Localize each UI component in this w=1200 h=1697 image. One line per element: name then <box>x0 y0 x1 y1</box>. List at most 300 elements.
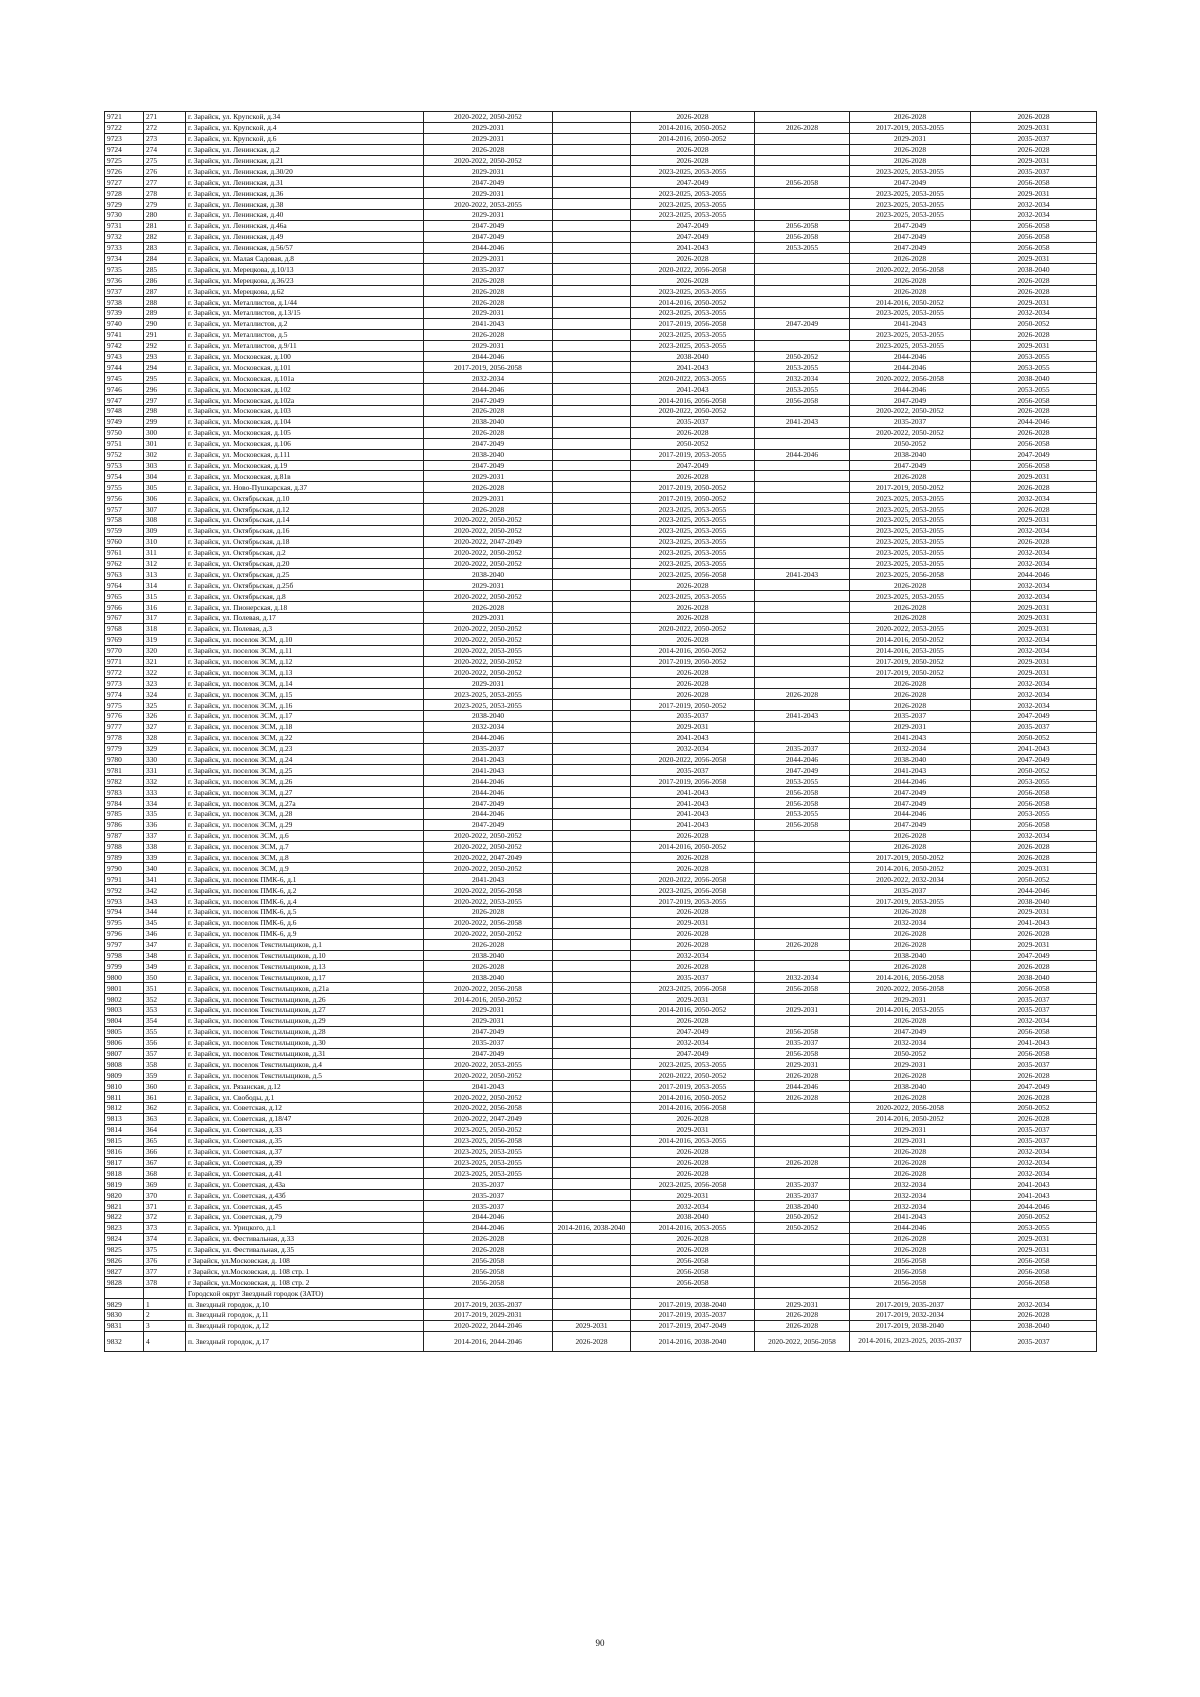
address-cell: г. Зарайск, ул. Октябрьская, д.2 <box>186 547 424 558</box>
period-cell-1: 2020-2022, 2050-2052 <box>424 591 553 602</box>
period-cell-1: 2026-2028 <box>424 329 553 340</box>
period-cell-2 <box>553 482 631 493</box>
period-cell-2 <box>553 939 631 950</box>
period-cell-1: 2044-2046 <box>424 242 553 253</box>
period-cell-5: 2023-2025, 2053-2055 <box>850 525 971 536</box>
table-row <box>105 874 1097 885</box>
table-row <box>105 1309 1097 1320</box>
address-cell: г. Зарайск, ул. Октябрьская, д.18 <box>186 536 424 547</box>
row-number-cell: 9820 <box>105 1190 144 1201</box>
local-number-cell: 308 <box>144 514 186 525</box>
table-row <box>105 1331 1097 1351</box>
table-row <box>105 253 1097 264</box>
period-cell-6: 2056-2058 <box>971 798 1097 809</box>
table-row <box>105 1146 1097 1157</box>
period-cell-1: 2026-2028 <box>424 504 553 515</box>
period-cell-3 <box>631 1288 755 1299</box>
period-cell-6: 2035-2037 <box>971 1124 1097 1135</box>
address-cell: г. Зарайск, ул. поселок Текстильщиков, д.10 <box>186 950 424 961</box>
table-row <box>105 1277 1097 1288</box>
local-number-cell: 304 <box>144 471 186 482</box>
period-cell-4: 2035-2037 <box>755 1037 850 1048</box>
period-cell-1: 2020-2022, 2056-2058 <box>424 1103 553 1114</box>
address-cell: г. Зарайск, ул. Крупской, д.4 <box>186 122 424 133</box>
local-number-cell: 290 <box>144 318 186 329</box>
period-cell-5: 2056-2058 <box>850 1255 971 1266</box>
period-cell-5: 2026-2028 <box>850 580 971 591</box>
period-cell-1: 2026-2028 <box>424 939 553 950</box>
period-cell-5: 2023-2025, 2053-2055 <box>850 493 971 504</box>
row-number-cell: 9739 <box>105 308 144 319</box>
row-number-cell: 9819 <box>105 1179 144 1190</box>
row-number-cell: 9780 <box>105 754 144 765</box>
row-number-cell: 9774 <box>105 689 144 700</box>
local-number-cell: 352 <box>144 994 186 1005</box>
period-cell-4 <box>755 1103 850 1114</box>
period-cell-5: 2026-2028 <box>850 275 971 286</box>
period-cell-1: 2020-2022, 2050-2052 <box>424 634 553 645</box>
row-number-cell: 9773 <box>105 678 144 689</box>
period-cell-3: 2029-2031 <box>631 1190 755 1201</box>
period-cell-2 <box>553 242 631 253</box>
period-cell-5: 2056-2058 <box>850 1277 971 1288</box>
period-cell-1: 2020-2022, 2050-2052 <box>424 656 553 667</box>
period-cell-3: 2017-2019, 2035-2037 <box>631 1309 755 1320</box>
period-cell-3: 2023-2025, 2056-2058 <box>631 569 755 580</box>
period-cell-2 <box>553 830 631 841</box>
row-number-cell: 9772 <box>105 667 144 678</box>
period-cell-2 <box>553 700 631 711</box>
period-cell-4 <box>755 678 850 689</box>
period-cell-2 <box>553 787 631 798</box>
period-cell-1: 2038-2040 <box>424 950 553 961</box>
row-number-cell: 9763 <box>105 569 144 580</box>
period-cell-6: 2029-2031 <box>971 253 1097 264</box>
period-cell-1: 2038-2040 <box>424 449 553 460</box>
local-number-cell: 361 <box>144 1092 186 1103</box>
period-cell-3: 2014-2016, 2050-2052 <box>631 297 755 308</box>
address-cell: п. Звездный городок, д.10 <box>186 1299 424 1310</box>
table-row <box>105 1168 1097 1179</box>
period-cell-6: 2032-2034 <box>971 634 1097 645</box>
period-cell-6: 2032-2034 <box>971 1015 1097 1026</box>
row-number-cell: 9722 <box>105 122 144 133</box>
local-number-cell: 339 <box>144 852 186 863</box>
period-cell-5: 2026-2028 <box>850 961 971 972</box>
period-cell-5: 2026-2028 <box>850 144 971 155</box>
row-number-cell: 9800 <box>105 972 144 983</box>
period-cell-1: 2023-2025, 2053-2055 <box>424 1157 553 1168</box>
local-number-cell: 285 <box>144 264 186 275</box>
schedule-table <box>104 111 1097 1352</box>
period-cell-1: 2035-2037 <box>424 1201 553 1212</box>
period-cell-1: 2044-2046 <box>424 787 553 798</box>
period-cell-6: 2029-2031 <box>971 602 1097 613</box>
table-row <box>105 144 1097 155</box>
local-number-cell: 318 <box>144 623 186 634</box>
period-cell-5: 2047-2049 <box>850 819 971 830</box>
period-cell-6: 2026-2028 <box>971 536 1097 547</box>
local-number-cell: 3 <box>144 1320 186 1331</box>
period-cell-4 <box>755 994 850 1005</box>
period-cell-1: 2029-2031 <box>424 580 553 591</box>
period-cell-4 <box>755 830 850 841</box>
table-row <box>105 907 1097 918</box>
period-cell-5: 2023-2025, 2056-2058 <box>850 569 971 580</box>
period-cell-6: 2041-2043 <box>971 1190 1097 1201</box>
table-row <box>105 754 1097 765</box>
table-row <box>105 199 1097 210</box>
local-number-cell: 328 <box>144 732 186 743</box>
address-cell: г. Зарайск, ул. Ленинская, д.30/20 <box>186 166 424 177</box>
address-cell: г. Зарайск, ул. поселок Текстильщиков, д.4 <box>186 1059 424 1070</box>
period-cell-4 <box>755 155 850 166</box>
period-cell-1: 2020-2022, 2050-2052 <box>424 112 553 123</box>
period-cell-3: 2014-2016, 2056-2058 <box>631 1103 755 1114</box>
table-row <box>105 830 1097 841</box>
period-cell-4 <box>755 329 850 340</box>
period-cell-5: 2032-2034 <box>850 917 971 928</box>
table-row <box>105 1299 1097 1310</box>
period-cell-1: 2020-2022, 2053-2055 <box>424 896 553 907</box>
period-cell-2 <box>553 1037 631 1048</box>
period-cell-6: 2032-2034 <box>971 199 1097 210</box>
period-cell-3: 2014-2016, 2056-2058 <box>631 395 755 406</box>
period-cell-6: 2026-2028 <box>971 406 1097 417</box>
table-row <box>105 1081 1097 1092</box>
row-number-cell: 9829 <box>105 1299 144 1310</box>
table-row <box>105 841 1097 852</box>
table-row <box>105 1179 1097 1190</box>
table-row <box>105 939 1097 950</box>
period-cell-3: 2014-2016, 2050-2052 <box>631 1005 755 1016</box>
row-number-cell: 9816 <box>105 1146 144 1157</box>
address-cell: г. Зарайск, ул. Московская, д.102а <box>186 395 424 406</box>
period-cell-4: 2041-2043 <box>755 416 850 427</box>
period-cell-2 <box>553 863 631 874</box>
period-cell-3: 2029-2031 <box>631 917 755 928</box>
period-cell-2 <box>553 112 631 123</box>
period-cell-3: 2026-2028 <box>631 863 755 874</box>
row-number-cell: 9778 <box>105 732 144 743</box>
period-cell-4 <box>755 950 850 961</box>
period-cell-2 <box>553 1113 631 1124</box>
row-number-cell: 9761 <box>105 547 144 558</box>
period-cell-1: 2014-2016, 2044-2046 <box>424 1331 553 1351</box>
period-cell-5: 2026-2028 <box>850 1157 971 1168</box>
local-number-cell: 322 <box>144 667 186 678</box>
period-cell-6: 2032-2034 <box>971 558 1097 569</box>
period-cell-1: 2056-2058 <box>424 1255 553 1266</box>
period-cell-1: 2029-2031 <box>424 308 553 319</box>
row-number-cell: 9759 <box>105 525 144 536</box>
period-cell-3: 2020-2022, 2050-2052 <box>631 406 755 417</box>
table-row <box>105 983 1097 994</box>
address-cell: г. Зарайск, ул. Октябрьская, д.25 <box>186 569 424 580</box>
period-cell-6: 2026-2028 <box>971 427 1097 438</box>
local-number-cell: 329 <box>144 743 186 754</box>
period-cell-4: 2029-2031 <box>755 1299 850 1310</box>
period-cell-2 <box>553 286 631 297</box>
period-cell-2 <box>553 1081 631 1092</box>
period-cell-3: 2047-2049 <box>631 1026 755 1037</box>
table-row <box>105 972 1097 983</box>
period-cell-3: 2041-2043 <box>631 362 755 373</box>
period-cell-3: 2035-2037 <box>631 765 755 776</box>
period-cell-5: 2026-2028 <box>850 939 971 950</box>
local-number-cell: 315 <box>144 591 186 602</box>
period-cell-3: 2026-2028 <box>631 427 755 438</box>
period-cell-2 <box>553 1309 631 1320</box>
period-cell-5: 2047-2049 <box>850 177 971 188</box>
period-cell-3: 2038-2040 <box>631 351 755 362</box>
table-row <box>105 275 1097 286</box>
period-cell-5: 2026-2028 <box>850 286 971 297</box>
local-number-cell: 281 <box>144 220 186 231</box>
row-number-cell: 9731 <box>105 220 144 231</box>
row-number-cell: 9757 <box>105 504 144 515</box>
period-cell-3: 2026-2028 <box>631 689 755 700</box>
period-cell-6: 2035-2037 <box>971 166 1097 177</box>
address-cell: г. Зарайск, ул. поселок ПМК-6, д.9 <box>186 928 424 939</box>
period-cell-1: 2047-2049 <box>424 1026 553 1037</box>
row-number-cell: 9725 <box>105 155 144 166</box>
period-cell-5: 2014-2016, 2053-2055 <box>850 645 971 656</box>
period-cell-2 <box>553 449 631 460</box>
period-cell-5: 2044-2046 <box>850 351 971 362</box>
period-cell-6: 2026-2028 <box>971 1070 1097 1081</box>
period-cell-6: 2053-2055 <box>971 776 1097 787</box>
period-cell-4 <box>755 1266 850 1277</box>
address-cell: г. Зарайск, ул. Октябрьская, д.25б <box>186 580 424 591</box>
table-row <box>105 1026 1097 1037</box>
period-cell-3: 2047-2049 <box>631 1048 755 1059</box>
row-number-cell: 9832 <box>105 1331 144 1351</box>
table-row <box>105 743 1097 754</box>
row-number-cell: 9721 <box>105 112 144 123</box>
period-cell-4: 2032-2034 <box>755 373 850 384</box>
table-row <box>105 634 1097 645</box>
period-cell-5: 2026-2028 <box>850 155 971 166</box>
period-cell-1: 2056-2058 <box>424 1277 553 1288</box>
period-cell-6: 2029-2031 <box>971 939 1097 950</box>
period-cell-3: 2017-2019, 2050-2052 <box>631 700 755 711</box>
period-cell-5: 2023-2025, 2053-2055 <box>850 166 971 177</box>
period-cell-1: 2020-2022, 2050-2052 <box>424 155 553 166</box>
period-cell-3: 2038-2040 <box>631 1211 755 1222</box>
period-cell-1: 2020-2022, 2050-2052 <box>424 1070 553 1081</box>
table-row <box>105 656 1097 667</box>
period-cell-3: 2017-2019, 2053-2055 <box>631 449 755 460</box>
period-cell-2 <box>553 591 631 602</box>
local-number-cell: 362 <box>144 1103 186 1114</box>
period-cell-2 <box>553 896 631 907</box>
period-cell-2 <box>553 1026 631 1037</box>
table-row <box>105 1005 1097 1016</box>
period-cell-3: 2014-2016, 2050-2052 <box>631 133 755 144</box>
period-cell-2 <box>553 133 631 144</box>
local-number-cell: 368 <box>144 1168 186 1179</box>
period-cell-4 <box>755 547 850 558</box>
local-number-cell: 331 <box>144 765 186 776</box>
period-cell-5: 2017-2019, 2050-2052 <box>850 667 971 678</box>
row-number-cell: 9727 <box>105 177 144 188</box>
row-number-cell: 9796 <box>105 928 144 939</box>
address-cell: г. Зарайск, ул. Фестивальная, д.35 <box>186 1244 424 1255</box>
row-number-cell: 9779 <box>105 743 144 754</box>
period-cell-6: 2029-2031 <box>971 612 1097 623</box>
period-cell-4 <box>755 264 850 275</box>
period-cell-2 <box>553 1005 631 1016</box>
period-cell-6: 2035-2037 <box>971 994 1097 1005</box>
period-cell-1: 2020-2022, 2056-2058 <box>424 885 553 896</box>
table-row <box>105 166 1097 177</box>
table-row <box>105 776 1097 787</box>
local-number-cell: 363 <box>144 1113 186 1124</box>
period-cell-6: 2026-2028 <box>971 1092 1097 1103</box>
period-cell-2 <box>553 427 631 438</box>
address-cell: г. Зарайск, ул. Октябрьская, д.16 <box>186 525 424 536</box>
table-row <box>105 580 1097 591</box>
address-cell: г. Зарайск, ул. Урицкого, д.1 <box>186 1222 424 1233</box>
period-cell-2 <box>553 569 631 580</box>
local-number-cell: 347 <box>144 939 186 950</box>
local-number-cell: 283 <box>144 242 186 253</box>
period-cell-1: 2026-2028 <box>424 406 553 417</box>
period-cell-5: 2047-2049 <box>850 242 971 253</box>
table-row <box>105 416 1097 427</box>
table-row <box>105 721 1097 732</box>
period-cell-4: 2047-2049 <box>755 765 850 776</box>
table-row <box>105 340 1097 351</box>
local-number-cell: 366 <box>144 1146 186 1157</box>
period-cell-2 <box>553 122 631 133</box>
period-cell-5: 2026-2028 <box>850 689 971 700</box>
period-cell-4 <box>755 406 850 417</box>
period-cell-1: 2020-2022, 2050-2052 <box>424 514 553 525</box>
period-cell-3: 2041-2043 <box>631 798 755 809</box>
local-number-cell: 367 <box>144 1157 186 1168</box>
period-cell-4: 2044-2046 <box>755 1081 850 1092</box>
row-number-cell: 9805 <box>105 1026 144 1037</box>
local-number-cell: 373 <box>144 1222 186 1233</box>
period-cell-4: 2053-2055 <box>755 362 850 373</box>
period-cell-1: 2047-2049 <box>424 177 553 188</box>
table-row <box>105 710 1097 721</box>
period-cell-4: 2026-2028 <box>755 122 850 133</box>
period-cell-5: 2041-2043 <box>850 765 971 776</box>
period-cell-3: 2035-2037 <box>631 710 755 721</box>
address-cell: г. Зарайск, ул. поселок ПМК-6, д.4 <box>186 896 424 907</box>
address-cell: г. Зарайск, ул. поселок Текстильщиков, д.26 <box>186 994 424 1005</box>
period-cell-5: 2020-2022, 2056-2058 <box>850 373 971 384</box>
address-cell: г. Зарайск, ул. Металлистов, д.5 <box>186 329 424 340</box>
period-cell-6: 2050-2052 <box>971 765 1097 776</box>
period-cell-3: 2026-2028 <box>631 612 755 623</box>
period-cell-1: 2041-2043 <box>424 765 553 776</box>
period-cell-5: 2020-2022, 2050-2052 <box>850 406 971 417</box>
address-cell: г. Зарайск, ул. Пионерская, д.18 <box>186 602 424 613</box>
period-cell-4: 2038-2040 <box>755 1201 850 1212</box>
address-cell: г. Зарайск, ул. поселок Текстильщиков, д.21а <box>186 983 424 994</box>
period-cell-6: 2035-2037 <box>971 1331 1097 1351</box>
table-row <box>105 329 1097 340</box>
period-cell-6: 2038-2040 <box>971 896 1097 907</box>
row-number-cell: 9799 <box>105 961 144 972</box>
local-number-cell: 316 <box>144 602 186 613</box>
local-number-cell: 314 <box>144 580 186 591</box>
address-cell: г. Зарайск, ул. Ленинская, д.38 <box>186 199 424 210</box>
row-number-cell: 9804 <box>105 1015 144 1026</box>
table-row <box>105 1113 1097 1124</box>
local-number-cell: 337 <box>144 830 186 841</box>
period-cell-4 <box>755 253 850 264</box>
period-cell-3: 2056-2058 <box>631 1277 755 1288</box>
row-number-cell: 9826 <box>105 1255 144 1266</box>
period-cell-2 <box>553 950 631 961</box>
period-cell-3: 2014-2016, 2050-2052 <box>631 122 755 133</box>
period-cell-2 <box>553 558 631 569</box>
period-cell-2 <box>553 416 631 427</box>
period-cell-2 <box>553 580 631 591</box>
address-cell: г Зарайск, ул.Московская, д. 108 <box>186 1255 424 1266</box>
local-number-cell: 370 <box>144 1190 186 1201</box>
period-cell-2 <box>553 754 631 765</box>
period-cell-1: 2044-2046 <box>424 1211 553 1222</box>
address-cell: г. Зарайск, ул. Металлистов, д.9/11 <box>186 340 424 351</box>
period-cell-5: 2026-2028 <box>850 253 971 264</box>
period-cell-4 <box>755 1288 850 1299</box>
period-cell-6: 2056-2058 <box>971 819 1097 830</box>
period-cell-5: 2017-2019, 2053-2055 <box>850 896 971 907</box>
local-number-cell: 310 <box>144 536 186 547</box>
address-cell: г. Зарайск, ул. Московская, д.105 <box>186 427 424 438</box>
period-cell-1: 2029-2031 <box>424 678 553 689</box>
row-number-cell: 9770 <box>105 645 144 656</box>
address-cell: г. Зарайск, ул. поселок ЗСМ, д.27а <box>186 798 424 809</box>
address-cell: г. Зарайск, ул. поселок ПМК-6, д.1 <box>186 874 424 885</box>
row-number-cell: 9791 <box>105 874 144 885</box>
period-cell-2 <box>553 177 631 188</box>
period-cell-1: 2026-2028 <box>424 907 553 918</box>
period-cell-1: 2047-2049 <box>424 395 553 406</box>
row-number-cell: 9828 <box>105 1277 144 1288</box>
row-number-cell: 9760 <box>105 536 144 547</box>
period-cell-1: 2023-2025, 2053-2055 <box>424 1146 553 1157</box>
period-cell-3: 2017-2019, 2047-2049 <box>631 1320 755 1331</box>
row-number-cell: 9742 <box>105 340 144 351</box>
table-row <box>105 569 1097 580</box>
period-cell-3: 2023-2025, 2053-2055 <box>631 558 755 569</box>
local-number-cell: 358 <box>144 1059 186 1070</box>
period-cell-6: 2056-2058 <box>971 1266 1097 1277</box>
local-number-cell: 287 <box>144 286 186 297</box>
address-cell: г. Зарайск, ул. Московская, д.81в <box>186 471 424 482</box>
period-cell-5: 2023-2025, 2053-2055 <box>850 210 971 221</box>
period-cell-6: 2038-2040 <box>971 264 1097 275</box>
period-cell-2 <box>553 231 631 242</box>
address-cell: г. Зарайск, ул. поселок Текстильщиков, д.29 <box>186 1015 424 1026</box>
period-cell-6: 2041-2043 <box>971 917 1097 928</box>
local-number-cell: 284 <box>144 253 186 264</box>
period-cell-6: 2035-2037 <box>971 1059 1097 1070</box>
row-number-cell: 9740 <box>105 318 144 329</box>
table-row <box>105 1048 1097 1059</box>
table-row <box>105 220 1097 231</box>
period-cell-3: 2026-2028 <box>631 1113 755 1124</box>
period-cell-5: 2020-2022, 2050-2052 <box>850 427 971 438</box>
local-number-cell: 340 <box>144 863 186 874</box>
